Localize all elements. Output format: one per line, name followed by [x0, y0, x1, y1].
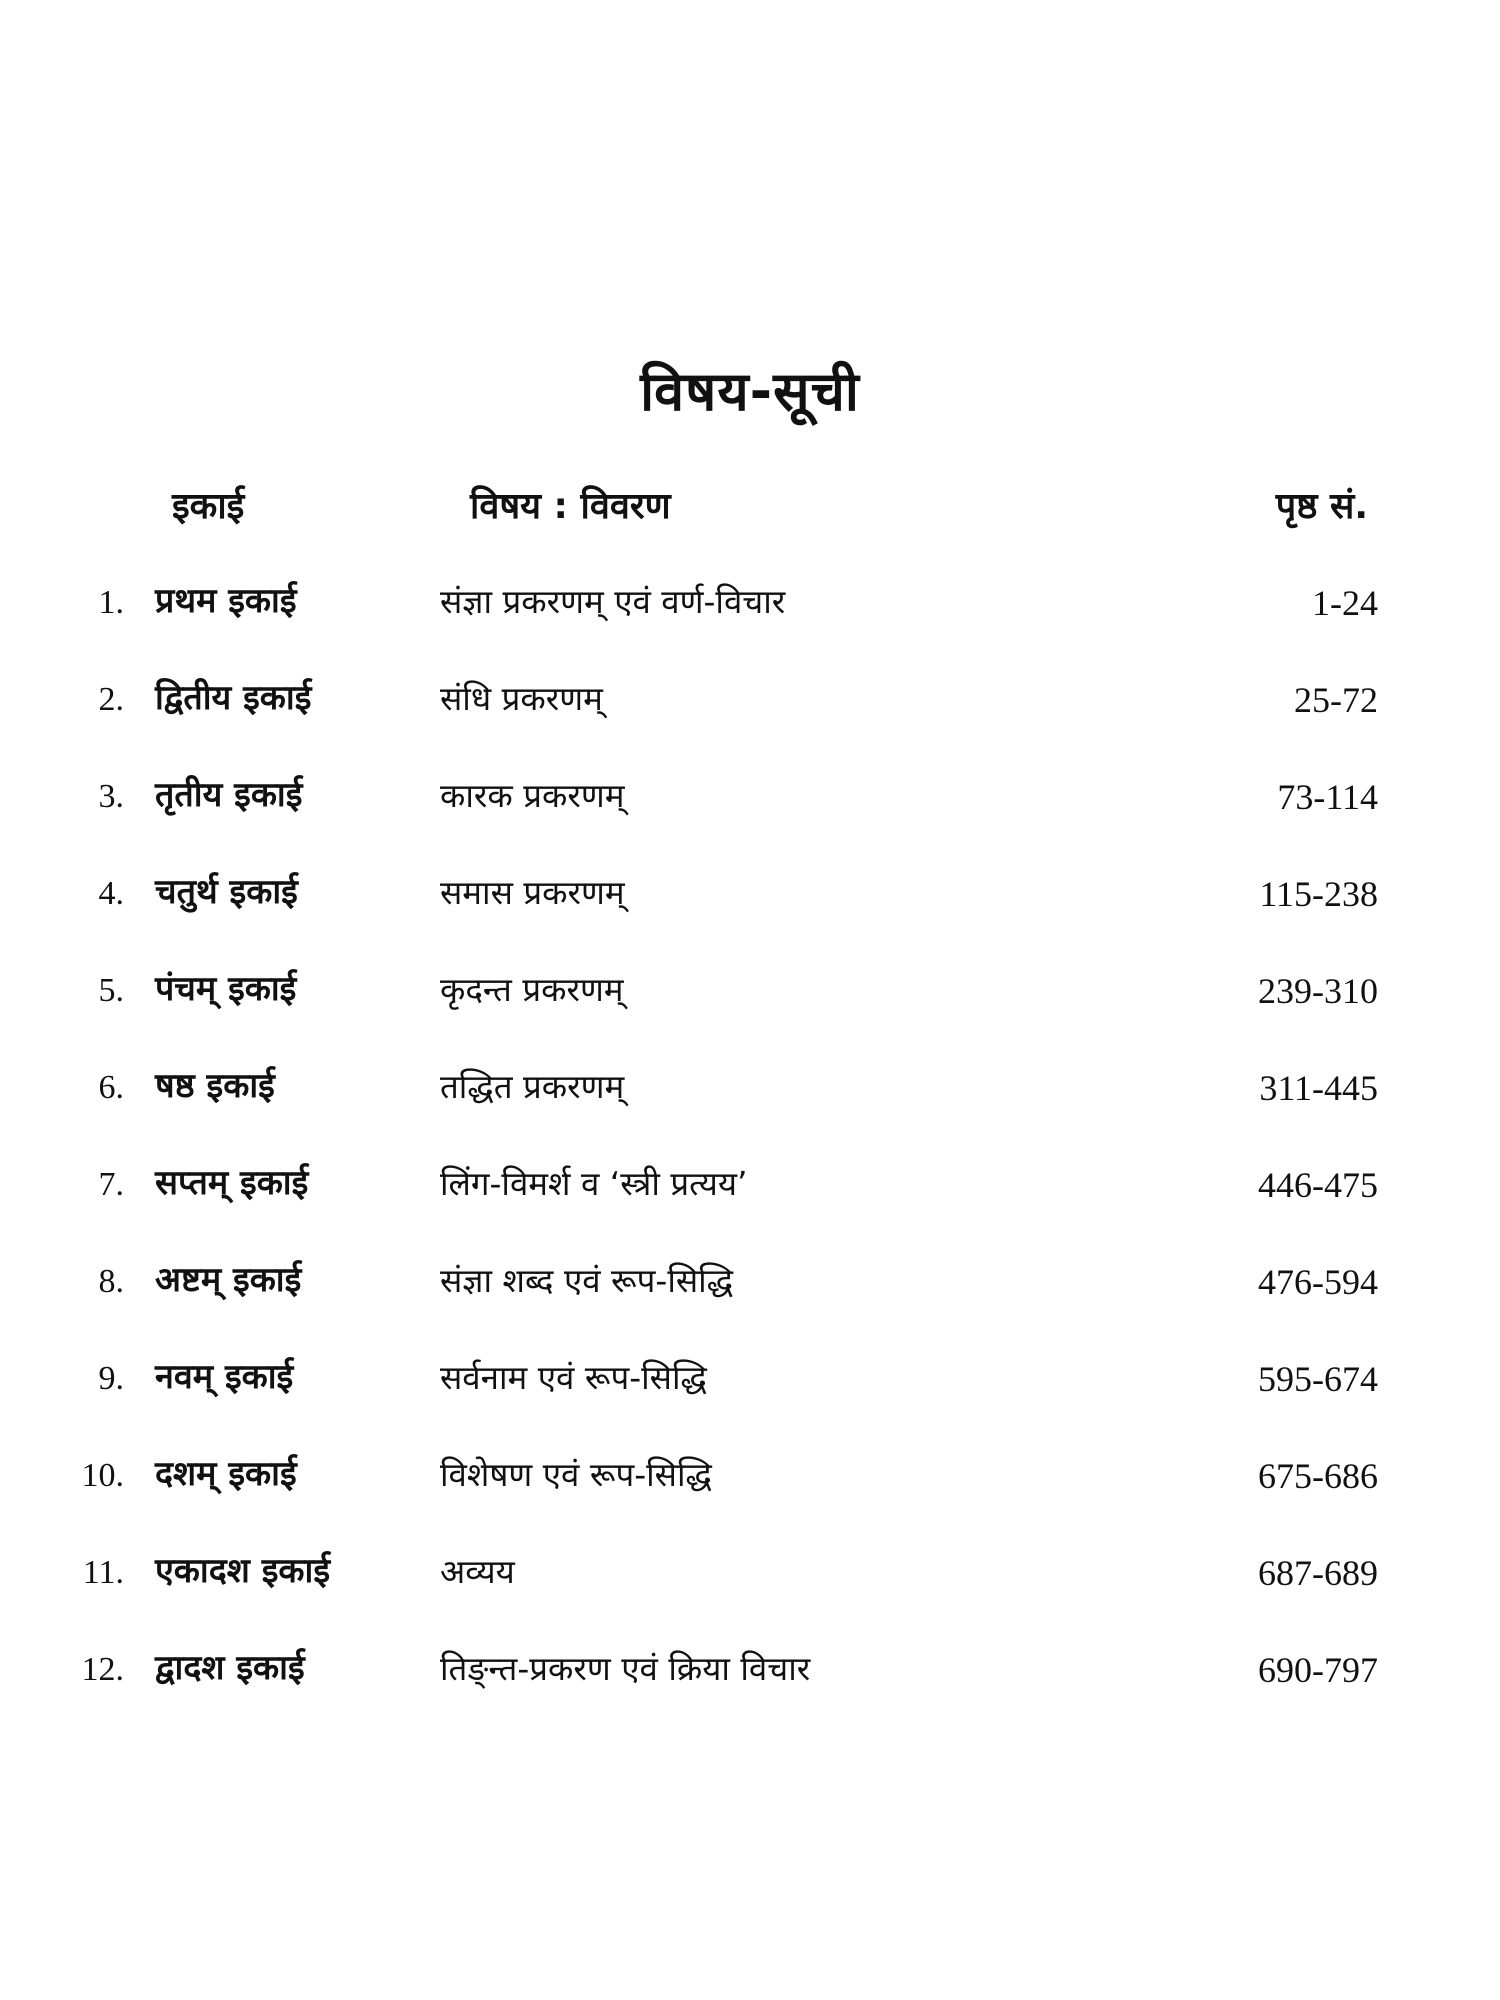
entry-unit: षष्ठ इकाई	[155, 1066, 275, 1106]
list-item	[0, 1249, 1500, 1346]
column-header-page: पृष्ठ सं.	[1275, 486, 1368, 527]
entry-unit: एकादश इकाई	[155, 1551, 331, 1591]
entry-number: 5.	[98, 972, 124, 1009]
entry-pages: 446-475	[1258, 1165, 1378, 1205]
entry-pages: 595-674	[1258, 1359, 1378, 1399]
column-header-unit: इकाई	[172, 486, 245, 527]
entry-unit: द्वादश इकाई	[155, 1648, 305, 1688]
list-item	[0, 667, 1500, 764]
list-item	[0, 861, 1500, 958]
entry-pages: 25-72	[1294, 680, 1378, 720]
entry-subject: सर्वनाम एवं रूप-सिद्धि	[440, 1358, 707, 1397]
entry-unit: तृतीय इकाई	[155, 775, 303, 815]
entry-subject: कारक प्रकरणम्	[440, 776, 625, 815]
entry-number: 4.	[98, 875, 124, 912]
page-title: विषय-सूची	[640, 360, 860, 423]
list-item	[0, 1637, 1500, 1734]
entry-unit: चतुर्थ इकाई	[155, 872, 298, 912]
entry-subject: संज्ञा शब्द एवं रूप-सिद्धि	[440, 1261, 734, 1300]
entry-pages: 73-114	[1277, 777, 1378, 817]
entry-number: 7.	[98, 1166, 124, 1203]
entry-subject: समास प्रकरणम्	[440, 873, 625, 912]
list-item	[0, 1152, 1500, 1249]
entry-unit: द्वितीय इकाई	[155, 678, 312, 718]
entry-subject: संधि प्रकरणम्	[440, 679, 603, 718]
entry-number: 12.	[81, 1651, 124, 1688]
entry-number: 6.	[98, 1069, 124, 1106]
entry-unit: प्रथम इकाई	[155, 581, 297, 621]
entry-pages: 1-24	[1312, 583, 1378, 623]
entry-unit: सप्तम् इकाई	[155, 1163, 309, 1203]
column-header-subject: विषय : विवरण	[470, 486, 671, 527]
entry-pages: 311-445	[1259, 1068, 1378, 1108]
entry-number: 2.	[98, 681, 124, 718]
list-item	[0, 764, 1500, 861]
entry-subject: अव्यय	[440, 1552, 515, 1591]
entry-unit: दशम् इकाई	[155, 1454, 297, 1494]
entry-number: 10.	[81, 1457, 124, 1494]
list-item	[0, 958, 1500, 1055]
list-item	[0, 1346, 1500, 1443]
entry-pages: 239-310	[1258, 971, 1378, 1011]
entry-pages: 115-238	[1259, 874, 1378, 914]
entry-subject: संज्ञा प्रकरणम् एवं वर्ण-विचार	[440, 582, 786, 621]
entry-number: 9.	[98, 1360, 124, 1397]
entry-subject: लिंग-विमर्श व ‘स्त्री प्रत्यय’	[440, 1164, 748, 1203]
entry-unit: पंचम् इकाई	[155, 969, 297, 1009]
entry-subject: कृदन्त प्रकरणम्	[440, 970, 624, 1009]
entry-number: 3.	[98, 778, 124, 815]
entry-pages: 675-686	[1258, 1456, 1378, 1496]
entry-pages: 476-594	[1258, 1262, 1378, 1302]
entry-unit: नवम् इकाई	[155, 1357, 294, 1397]
entry-unit: अष्टम् इकाई	[155, 1260, 302, 1300]
list-item	[0, 1443, 1500, 1540]
entry-number: 8.	[98, 1263, 124, 1300]
entry-subject: विशेषण एवं रूप-सिद्धि	[440, 1455, 712, 1494]
entry-pages: 687-689	[1258, 1553, 1378, 1593]
entry-pages: 690-797	[1258, 1650, 1378, 1690]
list-item	[0, 570, 1500, 667]
list-item	[0, 1055, 1500, 1152]
contents-list	[0, 570, 1500, 1734]
list-item	[0, 1540, 1500, 1637]
entry-number: 1.	[98, 584, 124, 621]
entry-subject: तद्धित प्रकरणम्	[440, 1067, 625, 1106]
entry-subject: तिङ्न्त-प्रकरण एवं क्रिया विचार	[440, 1649, 811, 1688]
entry-number: 11.	[82, 1554, 124, 1591]
